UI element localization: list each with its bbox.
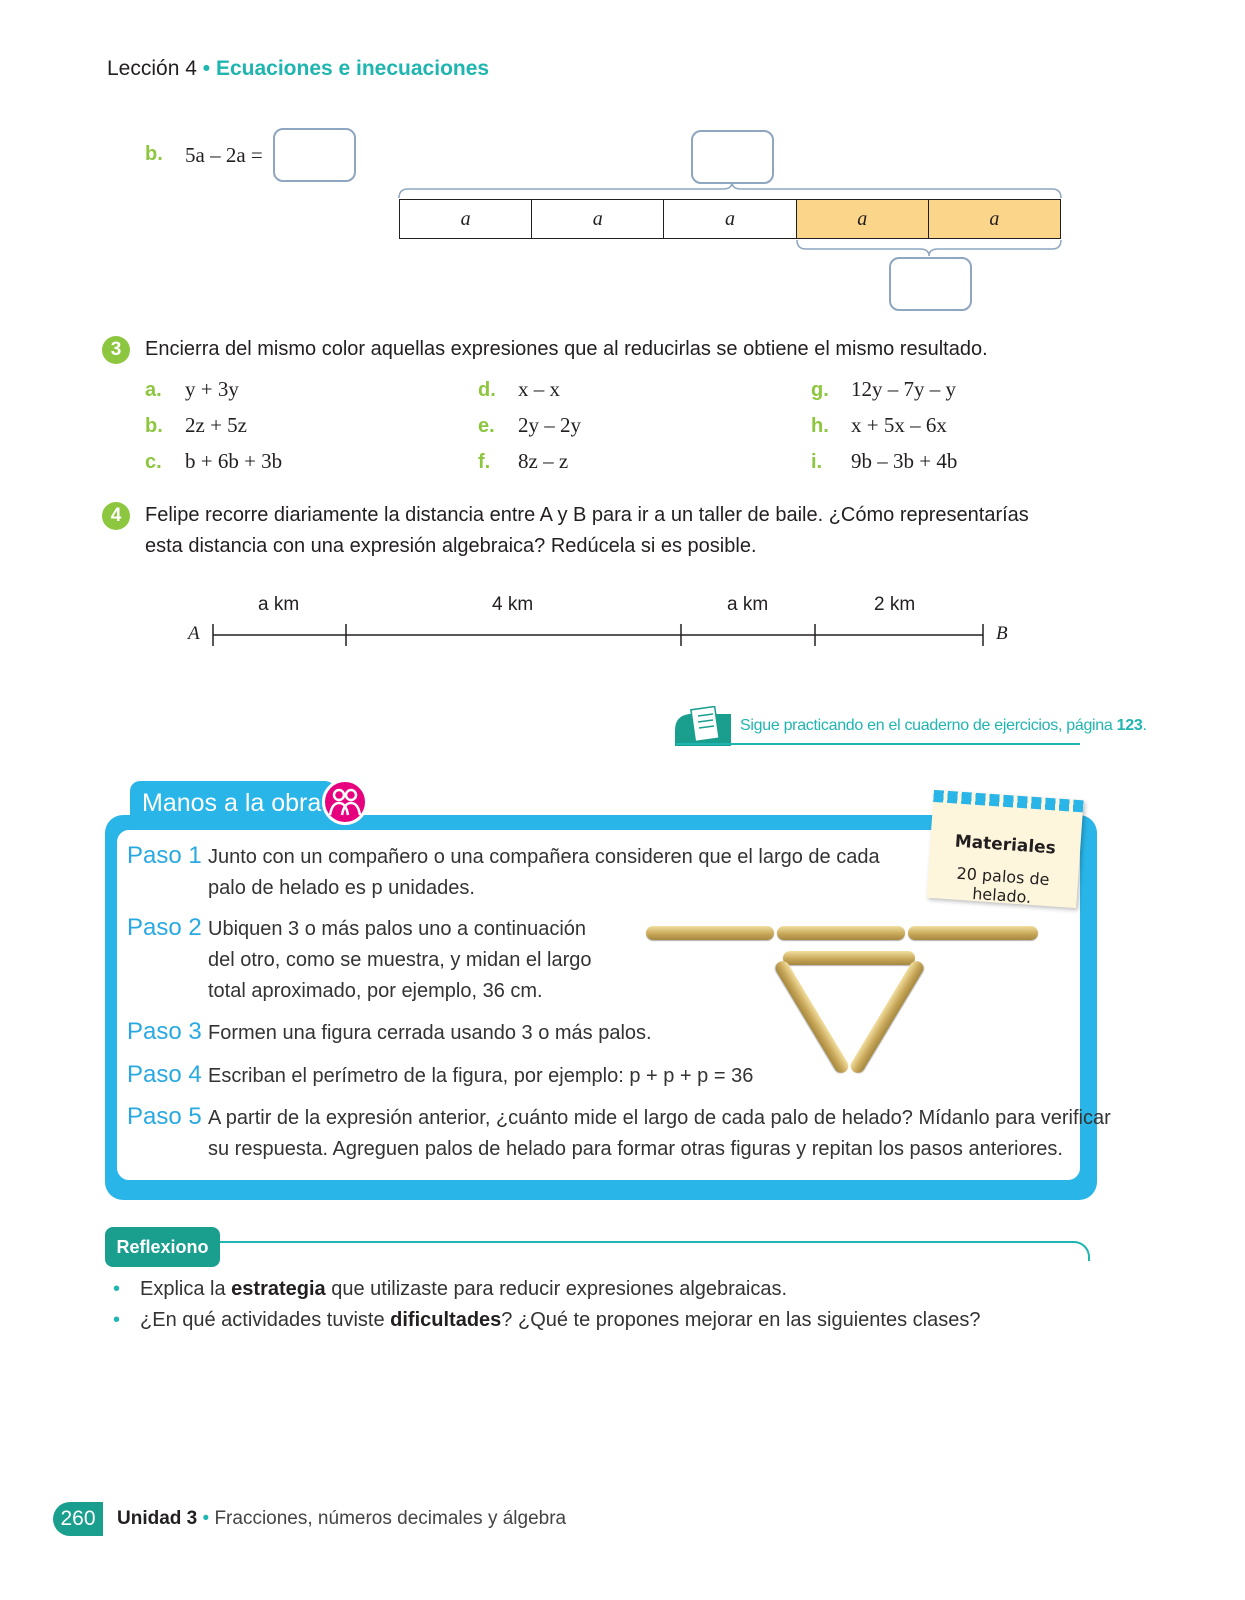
option-b[interactable] (145, 413, 247, 438)
paso-2-label: Paso 2 (127, 914, 202, 941)
reflexiono-title: Reflexiono (105, 1227, 220, 1267)
option-expression: 8z – z (518, 449, 569, 473)
subtract-answer-box[interactable] (889, 257, 972, 311)
paso-line: Ubiquen 3 o más palos uno a continuación (208, 918, 587, 940)
option-label: e. (478, 415, 495, 437)
paso-line: palo de helado es p unidades. (208, 877, 475, 899)
bullet-icon: • (113, 1278, 121, 1300)
segment-label: a km (258, 594, 300, 615)
paso-line: Junto con un compañero o una compañera consideren que el largo de cada (208, 846, 880, 868)
materiales-title: Materiales (954, 831, 1057, 859)
paso-4-label: Paso 4 (127, 1061, 202, 1088)
paso-4-text: Escriban el perímetro de la figura, por ejemplo: p + p + p = 36 (208, 1065, 754, 1087)
notebook-icon (673, 706, 733, 748)
lesson-header (107, 57, 489, 81)
popsicle-stick (908, 926, 1038, 940)
popsicle-stick (646, 926, 774, 940)
practice-reference[interactable]: Sigue practicando en el cuaderno de ejercicios, página 123. (740, 717, 1147, 734)
page-number: 260 (53, 1502, 103, 1536)
total-answer-box[interactable] (691, 130, 774, 184)
paso-1-text (208, 842, 880, 904)
option-label: d. (478, 379, 496, 401)
part-b-answer-box[interactable] (273, 128, 356, 182)
practice-text: Sigue practicando en el cuaderno de ejercicios, página (740, 717, 1113, 734)
segment-label: a km (727, 594, 769, 615)
option-label: i. (811, 451, 823, 473)
popsicle-sticks-illustration (640, 918, 1050, 1088)
option-label: c. (145, 451, 162, 473)
lesson-topic: Ecuaciones e inecuaciones (215, 57, 490, 80)
question-4-text-line2: esta distancia con una expresión algebraica? Redúcela si es posible. (145, 535, 757, 557)
point-a-label: A (188, 623, 200, 644)
note-spiral (933, 790, 1083, 812)
option-e[interactable] (478, 413, 581, 438)
option-expression: 12y – 7y – y (851, 377, 956, 401)
option-label: b. (145, 415, 163, 437)
option-expression: x + 5x – 6x (851, 413, 947, 437)
footer-title: Fracciones, números decimales y álgebra (214, 1508, 567, 1529)
paso-5-text (208, 1103, 1111, 1165)
paso-3-text: Formen una figura cerrada usando 3 o más palos. (208, 1022, 652, 1044)
bullet-text: Explica la (140, 1278, 232, 1300)
bar-cell: a (400, 200, 532, 238)
option-expression: 2y – 2y (518, 413, 581, 437)
bullet-text: ¿En qué actividades tuviste (140, 1309, 391, 1331)
option-label: h. (811, 415, 829, 437)
bar-cell-highlighted: a (929, 200, 1060, 238)
distance-number-line (205, 620, 995, 650)
question-3-number: 3 (102, 336, 130, 364)
part-b-label: b. (145, 143, 163, 165)
footer-unit: Unidad 3 (117, 1508, 198, 1529)
paso-line: del otro, como se muestra, y midan el largo (208, 949, 592, 971)
popsicle-stick (773, 959, 851, 1076)
option-expression: x – x (518, 377, 560, 401)
manos-a-la-obra-title: Manos a la obra (130, 781, 335, 825)
footer-dot: • (202, 1508, 210, 1529)
option-expression: 9b – 3b + 4b (851, 449, 958, 473)
segment-label: 2 km (874, 594, 916, 615)
option-a[interactable] (145, 377, 239, 402)
materiales-note (926, 790, 1083, 908)
top-brace (399, 182, 1061, 198)
bottom-brace (797, 240, 1061, 256)
paso-3-label: Paso 3 (127, 1018, 202, 1045)
paso-line: A partir de la expresión anterior, ¿cuánto mide el largo de cada palo de helado? Mídanlo para verificar (208, 1107, 1111, 1129)
option-d[interactable] (478, 377, 560, 402)
bar-cell: a (664, 200, 796, 238)
bullet-bold-text: dificultades (390, 1309, 502, 1331)
bullet-icon: • (113, 1309, 121, 1331)
algebra-bar (399, 199, 1061, 239)
materiales-text: 20 palos de helado. (956, 863, 1051, 907)
option-label: f. (478, 451, 491, 473)
bullet-text: ? ¿Qué te propones mejorar en las siguientes clases? (501, 1309, 981, 1331)
option-f[interactable] (478, 449, 568, 474)
option-expression: y + 3y (185, 377, 239, 401)
point-b-label: B (996, 623, 1008, 644)
practice-underline (676, 743, 1080, 745)
popsicle-stick (777, 926, 905, 940)
bullet-text: que utilizaste para reducir expresiones algebraicas. (325, 1278, 788, 1300)
lesson-number: Lección 4 (107, 57, 197, 80)
page-footer (117, 1508, 566, 1530)
paso-line: su respuesta. Agreguen palos de helado para formar otras figuras y repitan los pasos anteriores. (208, 1138, 1063, 1160)
bar-cell: a (532, 200, 664, 238)
option-i[interactable] (811, 449, 957, 474)
option-label: a. (145, 379, 162, 401)
question-3-text: Encierra del mismo color aquellas expresiones que al reducirlas se obtiene el mismo resultado. (145, 338, 988, 360)
segment-label: 4 km (492, 594, 534, 615)
part-b-expression: 5a – 2a = (185, 143, 263, 167)
reflexiono-bullet-2 (113, 1309, 980, 1332)
popsicle-stick (783, 951, 915, 965)
bar-cell-highlighted: a (797, 200, 929, 238)
option-c[interactable] (145, 449, 282, 474)
practice-page: 123 (1116, 717, 1143, 734)
paso-5-label: Paso 5 (127, 1103, 202, 1130)
question-4-text-line1: Felipe recorre diariamente la distancia entre A y B para ir a un taller de baile. ¿Cómo representarías (145, 504, 1029, 526)
option-expression: 2z + 5z (185, 413, 247, 437)
popsicle-stick (848, 959, 926, 1076)
paso-1-label: Paso 1 (127, 842, 202, 869)
reflexiono-line (220, 1241, 1090, 1261)
reflexiono-bullet-1 (113, 1278, 787, 1301)
people-icon (322, 779, 368, 825)
paso-line: total aproximado, por ejemplo, 36 cm. (208, 980, 543, 1002)
option-expression: b + 6b + 3b (185, 449, 283, 473)
option-label: g. (811, 379, 829, 401)
paso-2-text (208, 914, 592, 1007)
question-4-number: 4 (102, 502, 130, 530)
bullet-bold-text: estrategia (231, 1278, 326, 1300)
option-h[interactable] (811, 413, 947, 438)
header-dot: • (202, 57, 211, 80)
option-g[interactable] (811, 377, 956, 402)
